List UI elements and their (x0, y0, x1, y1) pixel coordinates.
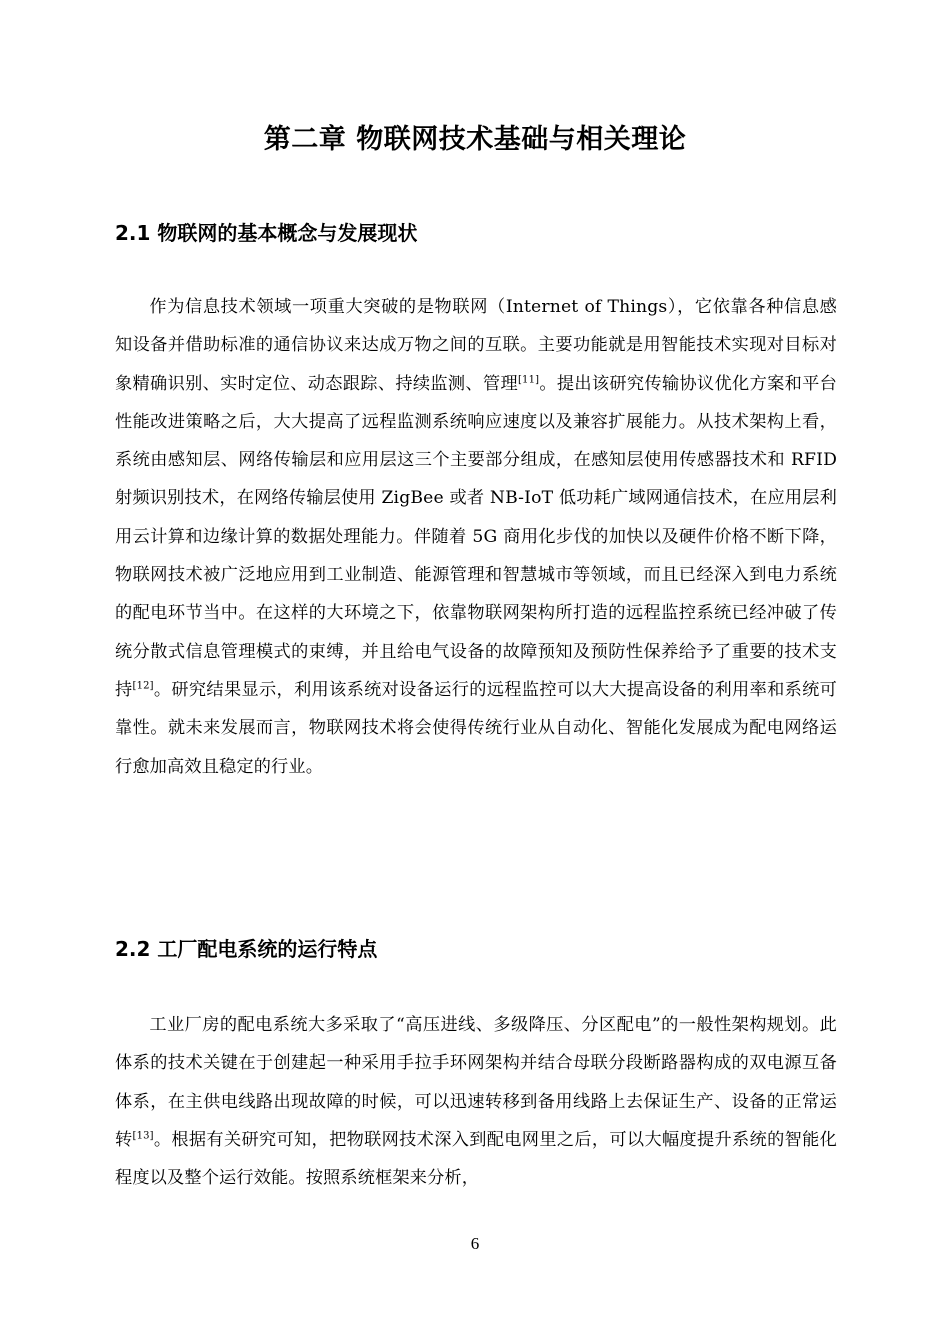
paragraph-text: 。提出该研究传输协议优化方案和平台性能改进策略之后，大大提高了远程监测系统响应速度以及兼容扩展能力。从技术架构上看，系统由感知层、网络传输层和应用层这三个主要部分组成，在感知层使用传感器技术和 RFID 射频识别技术，在网络传输层使用 ZigBee 或者 NB-IoT 低功耗广域网通信技术，在应用层利用云计算和边缘计算的数据处理能力。伴随着 5G 商用化步伐的加快以及硬件价格不断下降，物联网技术被广泛地应用到工业制造、能源管理和智慧城市等领域，而且已经深入到电力系统的配电环节当中。在这样的大环境之下，依靠物联网架构所打造的远程监控系统已经冲破了传统分散式信息管理模式的束缚，并且给电气设备的故障预知及预防性保养给予了重要的技术支持 (115, 373, 838, 700)
citation-11: [11] (518, 373, 540, 385)
citation-13: [13] (132, 1130, 154, 1142)
citation-12: [12] (132, 680, 154, 692)
section-heading-2-1: 2.1 物联网的基本概念与发展现状 (115, 221, 418, 245)
paragraph-text: 。研究结果显示，利用该系统对设备运行的远程监控可以大大提高设备的利用率和系统可靠性。就未来发展而言，物联网技术将会使得传统行业从自动化、智能化发展成为配电网络运行愈加高效且稳定的行业。 (115, 679, 837, 777)
page-number: 6 (470, 1234, 480, 1253)
section-2-1-paragraph (115, 288, 837, 786)
paragraph-text: 作为信息技术领域一项重大突破的是物联网（Internet of Things），它依靠各种信息感知设备并借助标准的通信协议来达成万物之间的互联。主要功能就是用智能技术实现对目标对象精确识别、实时定位、动态跟踪、持续监测、管理 (115, 297, 837, 394)
section-2-2-paragraph (115, 1006, 837, 1197)
paragraph-text: 。根据有关研究可知，把物联网技术深入到配电网里之后，可以大幅度提升系统的智能化程度以及整个运行效能。按照系统框架来分析， (115, 1129, 837, 1189)
section-heading-2-2: 2.2 工厂配电系统的运行特点 (115, 937, 378, 961)
chapter-title: 第二章 物联网技术基础与相关理论 (263, 124, 687, 155)
paragraph-text: 工业厂房的配电系统大多采取了“高压进线、多级降压、分区配电”的一般性架构规划。此体系的技术关键在于创建起一种采用手拉手环网架构并结合母联分段断路器构成的双电源互备体系，在主供电线路出现故障的时候，可以迅速转移到备用线路上去保证生产、设备的正常运转 (115, 1015, 837, 1150)
